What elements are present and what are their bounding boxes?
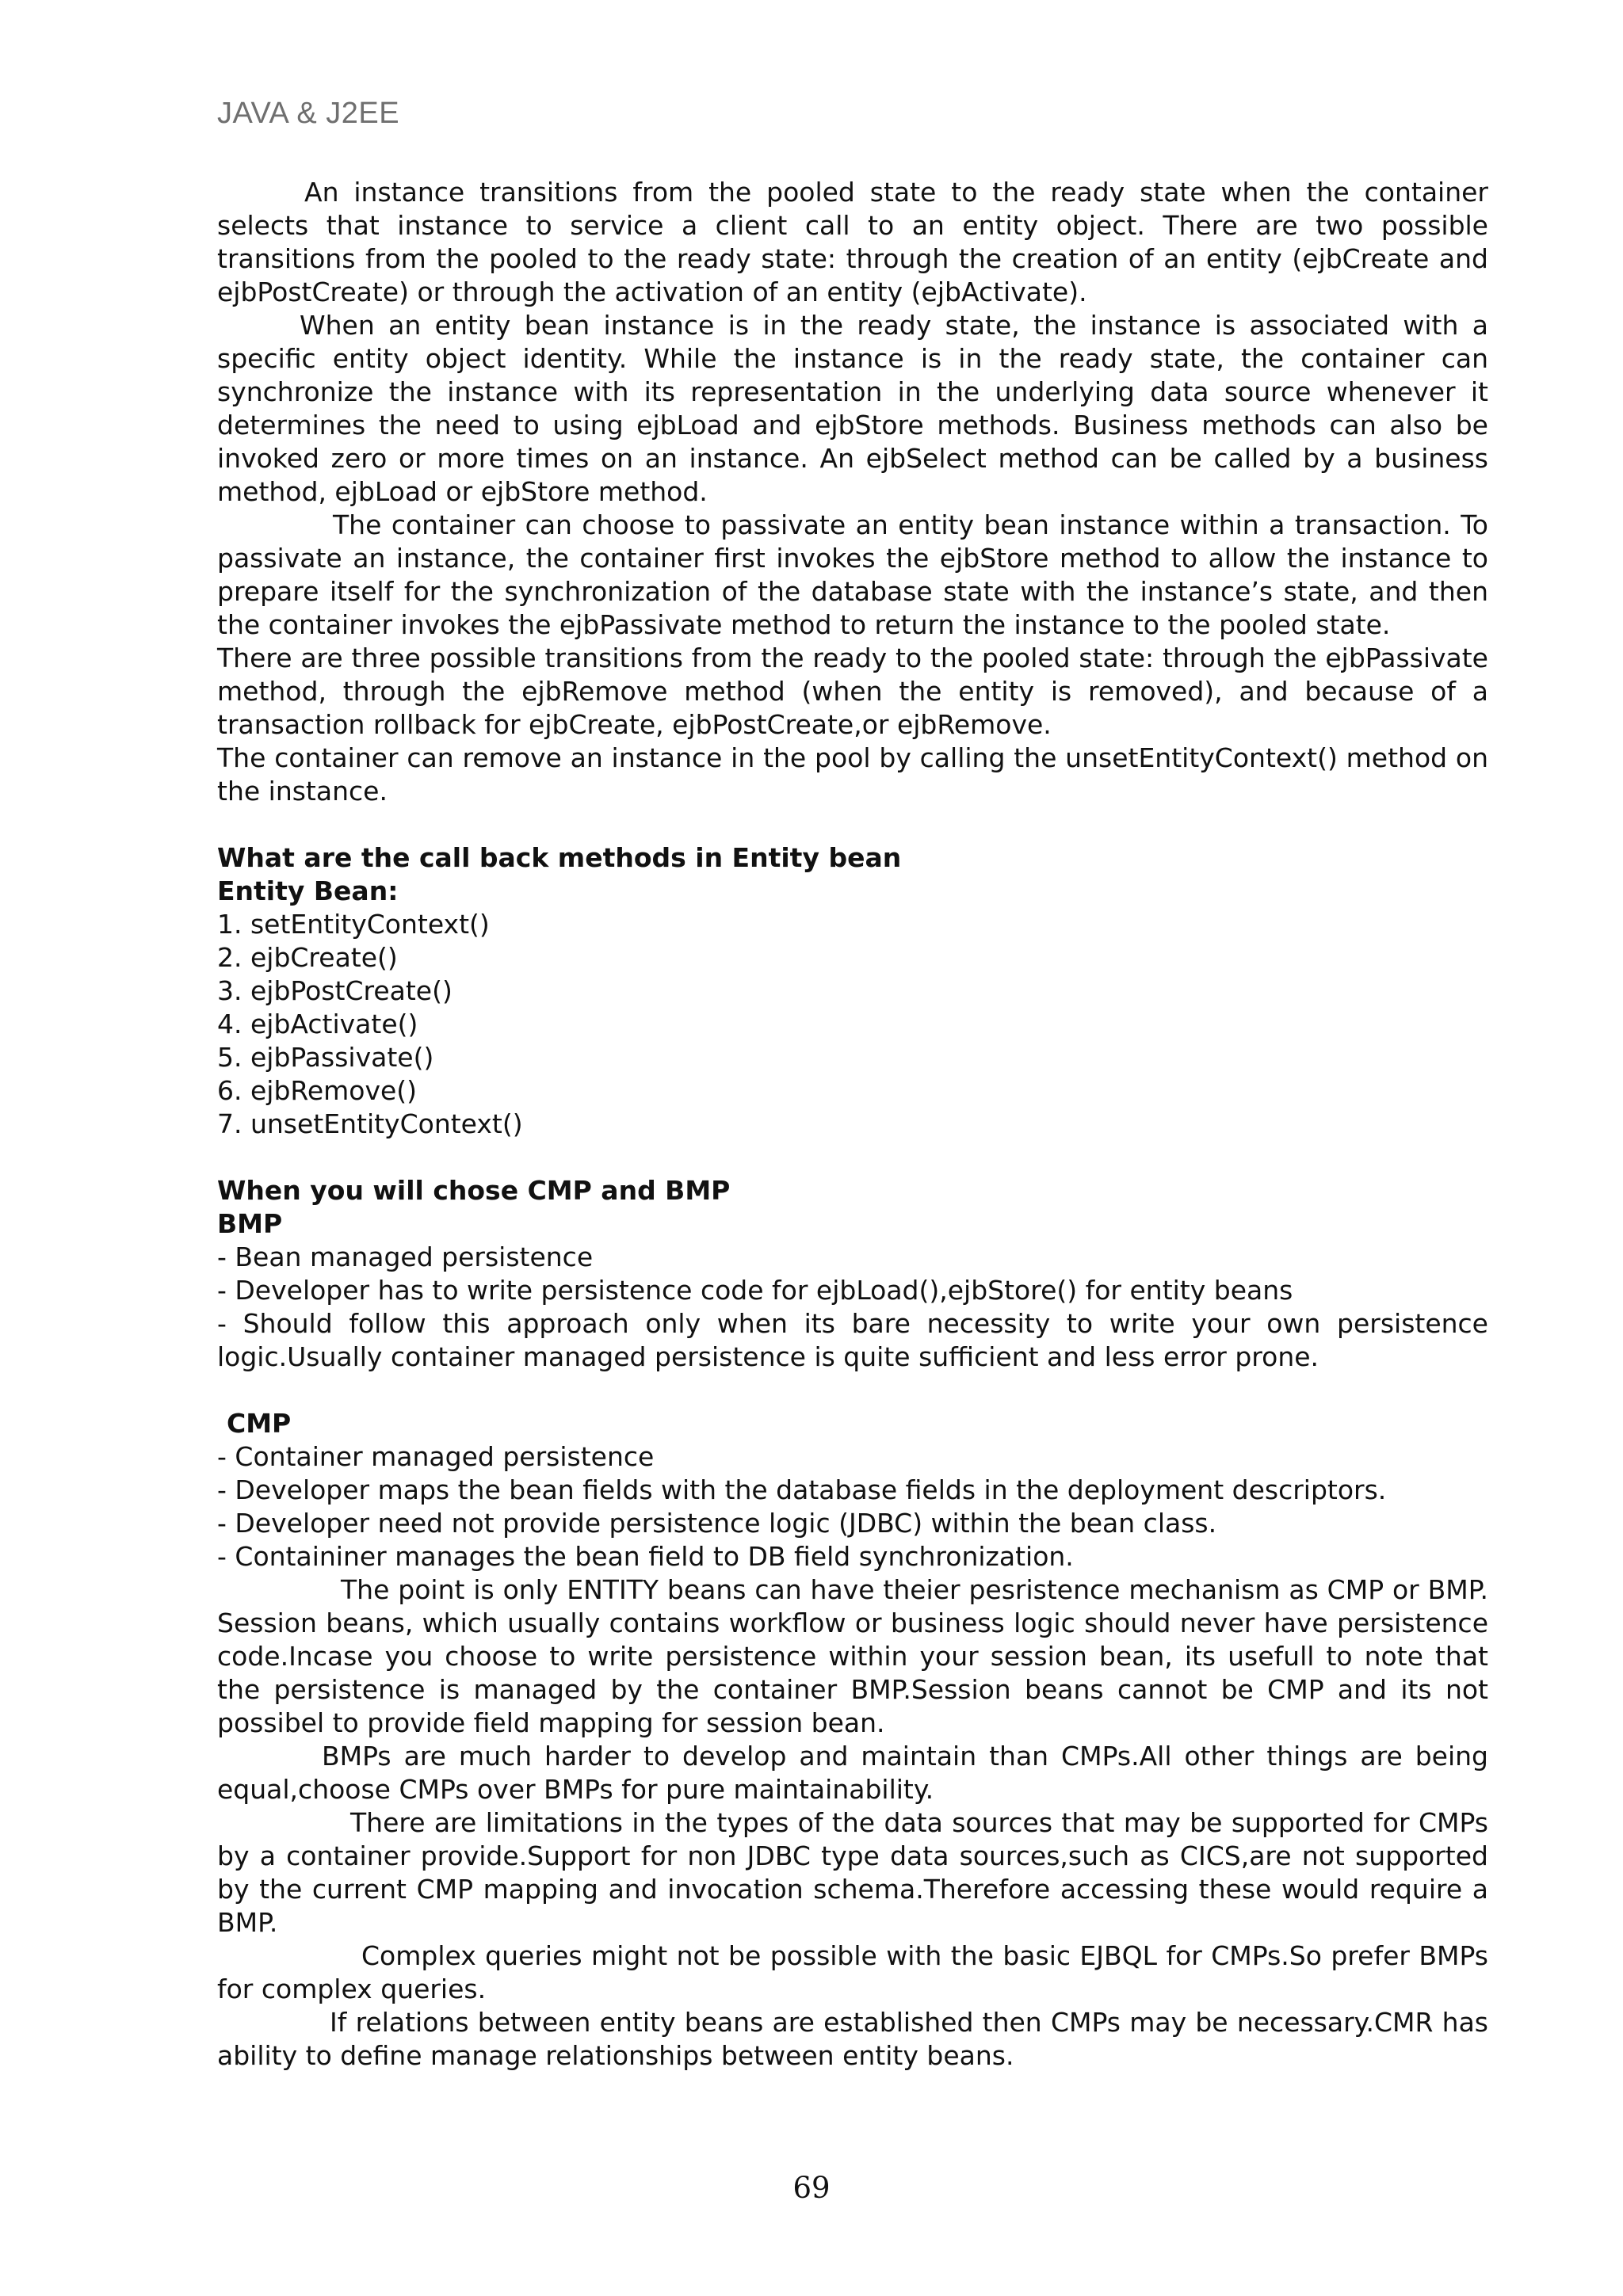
paragraph-data-source-limits: There are limitations in the types of the data sources that may be supported for CMPs by a container provide.Support for non JDBC type data sources,such as CICS,are not supported by the current CMP mapping and invocation schema.Therefore accessing these would require a BMP. [217, 1807, 1488, 1938]
paragraph-complex-queries: Complex queries might not be possible with the basic EJBQL for CMPs.So prefer BMPs for complex queries. [217, 1940, 1488, 2004]
spacer [217, 1374, 1488, 1407]
callback-list-item: 3. ejbPostCreate() [217, 975, 453, 1006]
callbacks-heading: What are the call back methods in Entity bean [217, 842, 902, 873]
bmp-heading: BMP [217, 1208, 283, 1239]
cmp-list-item: - Developer need not provide persistence logic (JDBC) within the bean class. [217, 1508, 1217, 1539]
bmp-list-item: - Developer has to write persistence code for ejbLoad(),ejbStore() for entity beans [217, 1275, 1293, 1306]
paragraph-entity-persistence: The point is only ENTITY beans can have theier pesristence mechanism as CMP or BMP. Session beans, which usually contains workflow or business logic should never have persistence code.Incase you choose to write persistence within your session bean, its usefull to note that the persistence is managed by the container BMP.Session beans cannot be CMP and its not possibel to provide field mapping for session bean. [217, 1574, 1488, 1738]
callback-list-item: 1. setEntityContext() [217, 909, 490, 940]
cmp-list-item: - Developer maps the bean fields with the database fields in the deployment descriptors. [217, 1474, 1387, 1505]
cmp-heading: CMP [227, 1408, 292, 1439]
callback-list-item: 4. ejbActivate() [217, 1009, 418, 1039]
page-body [217, 176, 1488, 2073]
paragraph-passivate: The container can choose to passivate an entity bean instance within a transaction. To passivate an instance, the container first invokes the ejbStore method to allow the instance to prepare itself for the synchronization of the database state with the instance’s state, and then the container invokes the ejbPassivate method to return the instance to the pooled state. [217, 509, 1488, 640]
paragraph-unset-context: The container can remove an instance in the pool by calling the unsetEntityContext() method on the instance. [217, 742, 1488, 807]
cmp-list-item: - Container managed persistence [217, 1441, 655, 1472]
page-number: 69 [792, 2171, 831, 2205]
paragraph-ready-to-pooled: There are three possible transitions from the ready to the pooled state: through the ejbPassivate method, through the ejbRemove method (when the entity is removed), and because of a transaction rollback for ejbCreate, ejbPostCreate,or ejbRemove. [217, 643, 1488, 740]
spacer [217, 808, 1488, 841]
entity-bean-subheading: Entity Bean: [217, 875, 399, 906]
callback-list-item: 5. ejbPassivate() [217, 1042, 434, 1073]
callback-list-item: 7. unsetEntityContext() [217, 1108, 523, 1139]
paragraph-pooled-to-ready: An instance transitions from the pooled state to the ready state when the container selects that instance to service a client call to an entity object. There are two possible transitions from the pooled to the ready state: through the creation of an entity (ejbCreate and ejbPostCreate) or through the activation of an entity (ejbActivate). [217, 177, 1488, 307]
cmp-bmp-heading: When you will chose CMP and BMP [217, 1175, 731, 1206]
bmp-list-item: - Bean managed persistence [217, 1241, 594, 1272]
bmp-list-item: - Should follow this approach only when its bare necessity to write your own persistence logic.Usually container managed persistence is quite sufficient and less error prone. [217, 1308, 1488, 1372]
callback-list-item: 2. ejbCreate() [217, 942, 398, 973]
callback-list-item: 6. ejbRemove() [217, 1075, 418, 1106]
paragraph-bmp-harder: BMPs are much harder to develop and maintain than CMPs.All other things are being equal,choose CMPs over BMPs for pure maintainability. [217, 1741, 1488, 1805]
paragraph-relations: If relations between entity beans are established then CMPs may be necessary.CMR has ability to define manage relationships between entity beans. [217, 2007, 1488, 2071]
paragraph-ready-state: When an entity bean instance is in the ready state, the instance is associated with a specific entity object identity. While the instance is in the ready state, the container can synchronize the instance with its representation in the underlying data source whenever it determines the need to using ejbLoad and ejbStore methods. Business methods can also be invoked zero or more times on an instance. An ejbSelect method can be called by a business method, ejbLoad or ejbStore method. [217, 310, 1488, 507]
cmp-list-item: - Containiner manages the bean field to DB field synchronization. [217, 1541, 1074, 1572]
spacer [217, 1141, 1488, 1174]
running-header: JAVA & J2EE [217, 97, 400, 130]
